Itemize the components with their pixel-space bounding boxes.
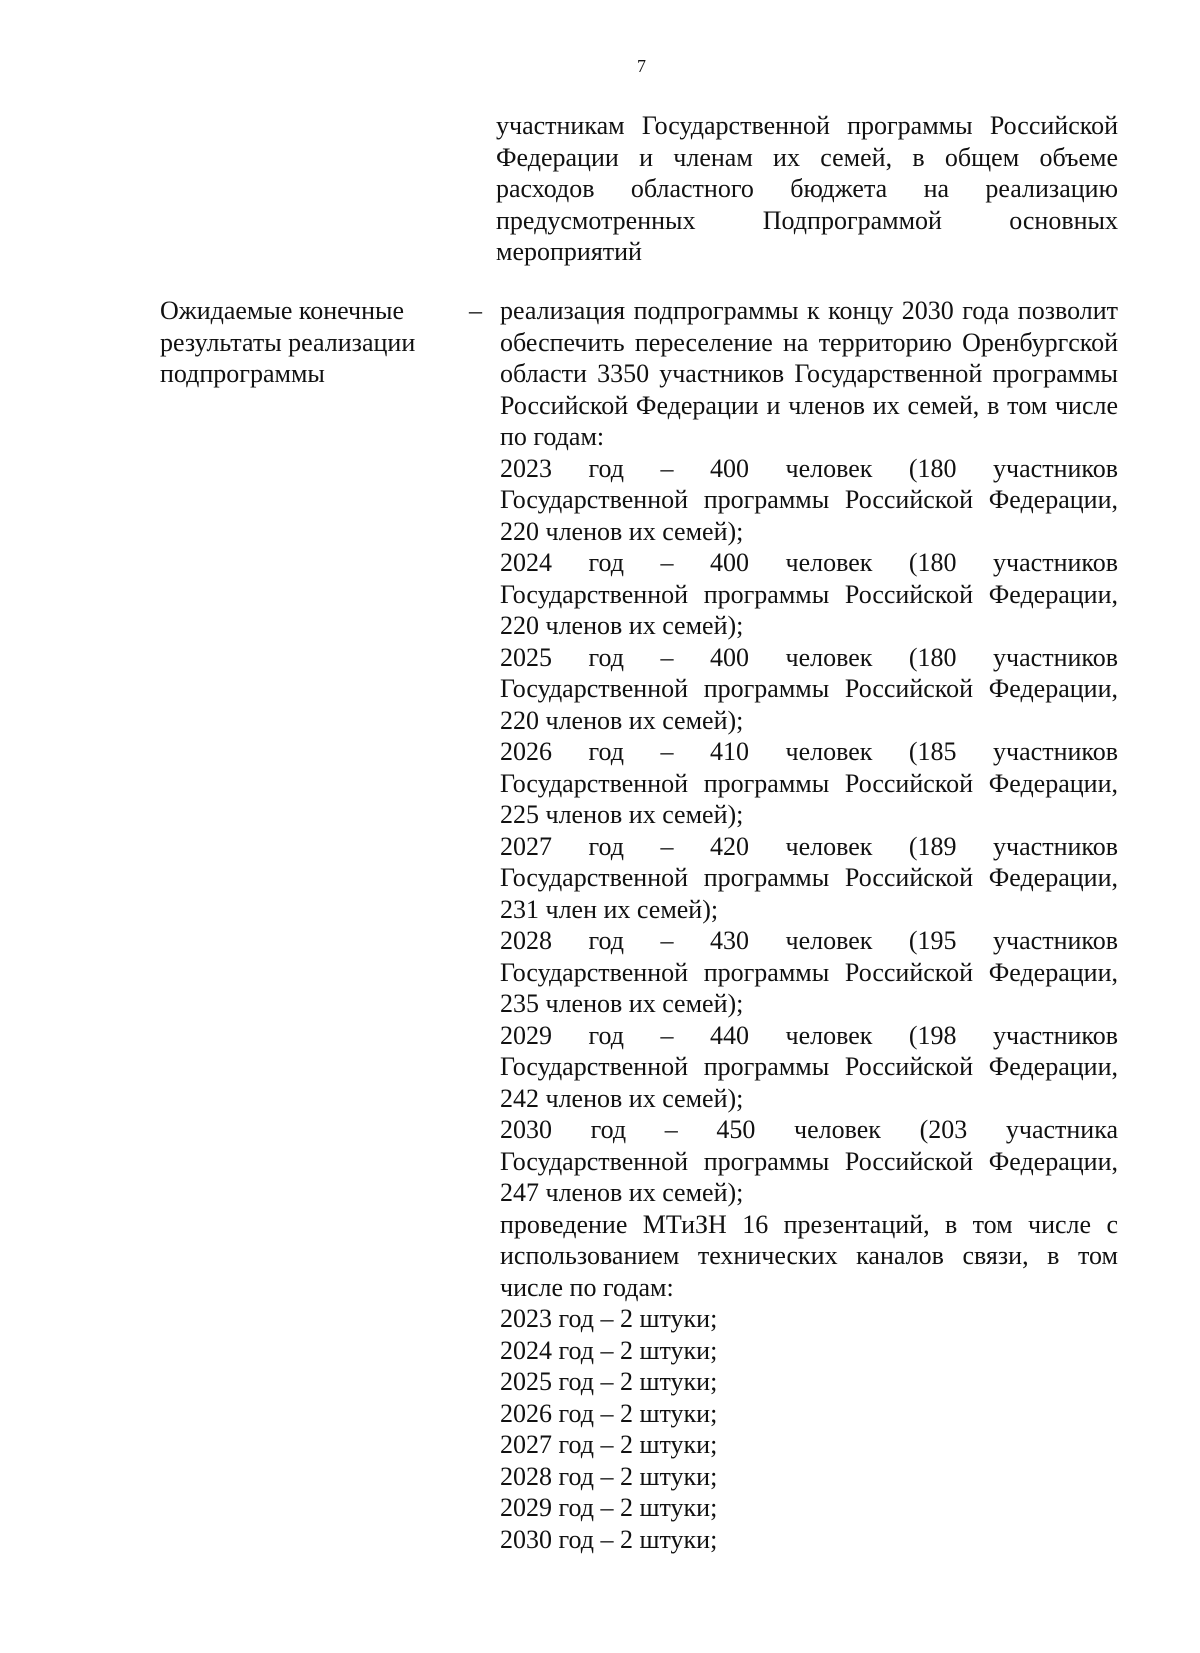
resettlement-year-item: 2026 год – 410 человек (185 участников Государственной программы Российской Федерации, 225 членов их семей); [500, 737, 1118, 829]
presentation-year-item: 2025 год – 2 штуки; [500, 1367, 718, 1396]
presentation-year-item: 2028 год – 2 штуки; [500, 1461, 718, 1491]
section-dash: – [469, 296, 482, 325]
presentation-year-item: 2030 год – 2 штуки; [500, 1524, 718, 1554]
resettlement-year-item: 2029 год – 440 человек (198 участников Государственной программы Российской Федерации, 242 членов их семей); [500, 1020, 1118, 1113]
presentation-year-item: 2029 год – 2 штуки; [500, 1493, 718, 1522]
intro-paragraph [496, 110, 1118, 268]
presentation-year-item: 2026 год – 2 штуки; [500, 1398, 718, 1428]
resettlement-year-item: 2023 год – 400 человек (180 участников Государственной программы Российской Федерации, 220 членов их семей); [500, 453, 1118, 546]
presentation-year-item: 2027 год – 2 штуки; [500, 1430, 718, 1459]
results-lead-text: реализация подпрограммы к концу 2030 года позволит обеспечить переселение на территорию Оренбургской области 3350 участников Государственной программы Российской Федерации и членов их семей, в том числе по годам: [500, 296, 1118, 451]
resettlement-year-item: 2024 год – 400 человек (180 участников Государственной программы Российской Федерации, 220 членов их семей); [500, 548, 1118, 640]
intro-text: участникам Государственной программы Российской Федерации и членам их семей, в общем объеме расходов областного бюджета на реализацию предусмотренных Подпрограммой основных мероприятий [496, 111, 1118, 266]
section-label: Ожидаемые конечные результаты реализации подпрограммы [160, 296, 416, 388]
presentation-year-item: 2023 год – 2 штуки; [500, 1304, 718, 1333]
presentation-year-item: 2024 год – 2 штуки; [500, 1335, 718, 1365]
resettlement-year-item: 2027 год – 420 человек (189 участников Государственной программы Российской Федерации, 231 член их семей); [500, 831, 1118, 924]
resettlement-year-item: 2025 год – 400 человек (180 участников Государственной программы Российской Федерации, 220 членов их семей); [500, 642, 1118, 735]
resettlement-year-item: 2030 год – 450 человек (203 участника Государственной программы Российской Федерации, 247 членов их семей); [500, 1115, 1118, 1207]
resettlement-year-item: 2028 год – 430 человек (195 участников Государственной программы Российской Федерации, 235 членов их семей); [500, 926, 1118, 1018]
page-number: 7 [637, 56, 646, 76]
results-content [500, 295, 1118, 1555]
presentations-text: проведение МТиЗН 16 презентаций, в том числе с использованием технических каналов связи, в том числе по годам: [500, 1209, 1118, 1302]
